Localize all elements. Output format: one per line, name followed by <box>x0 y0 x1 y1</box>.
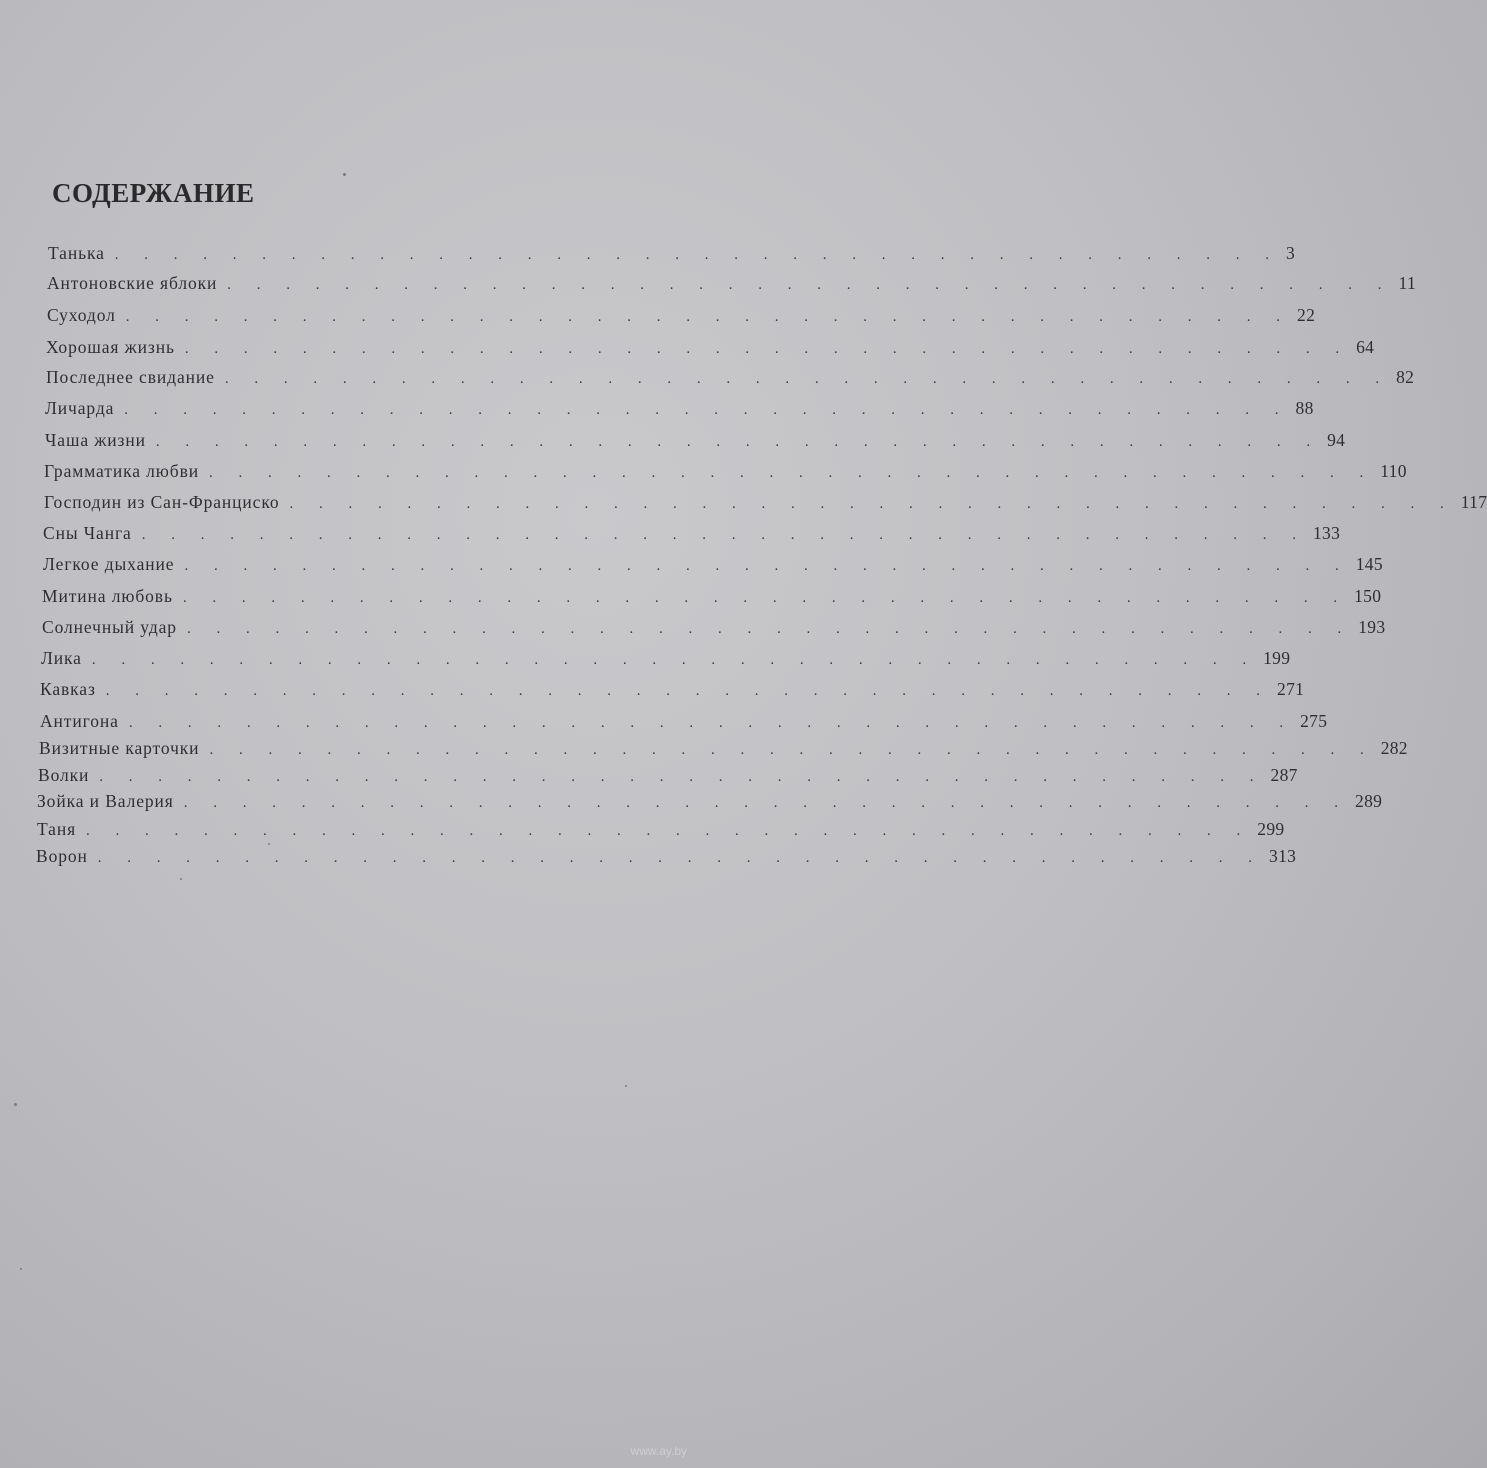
toc-leader-dots: . . . . . . . . . . . . . . . . . . . . . . . . . . . . . . . . . . . . . . . . <box>114 247 1281 263</box>
paper-speck <box>343 173 346 176</box>
toc-entry <box>46 337 1375 361</box>
toc-entry-title: Митина любовь <box>42 586 173 606</box>
toc-entry <box>41 648 1291 672</box>
toc-entry-page: 282 <box>1380 738 1408 758</box>
toc-entry <box>47 305 1316 329</box>
toc-entry-title: Господин из Сан-Франциско <box>44 492 280 512</box>
toc-entry-page: 199 <box>1263 648 1291 668</box>
toc-entry-title: Легкое дыхание <box>43 554 175 574</box>
toc-leader-dots: . . . . . . . . . . . . . . . . . . . . . . . . . . . . . . . . . . . . . . . . <box>141 527 1307 543</box>
toc-entry-page: 94 <box>1327 430 1346 450</box>
paper-speck <box>180 878 182 880</box>
toc-entry-title: Последнее свидание <box>46 367 215 387</box>
toc-entry-page: 289 <box>1355 791 1383 811</box>
toc-entry-title: Визитные карточки <box>39 738 200 758</box>
toc-entry <box>44 461 1407 485</box>
toc-entry <box>45 430 1346 454</box>
toc-entry-page: 313 <box>1269 846 1297 866</box>
toc-entry-page: 271 <box>1277 679 1305 699</box>
toc-leader-dots: . . . . . . . . . . . . . . . . . . . . . . . . . . . . . . . . . . . . . . . . <box>209 742 1375 758</box>
toc-entry-title: Волки <box>38 765 90 785</box>
toc-leader-dots: . . . . . . . . . . . . . . . . . . . . . . . . . . . . . . . . . . . . . . . . <box>209 465 1375 481</box>
page-title: СОДЕРЖАНИЕ <box>52 178 255 208</box>
paper-speck <box>14 1103 17 1106</box>
toc-entry-title: Чаша жизни <box>45 430 146 450</box>
toc-entry-page: 3 <box>1286 243 1296 263</box>
toc-entry <box>40 679 1305 703</box>
toc-entry-title: Ворон <box>36 846 88 866</box>
toc-entry-page: 299 <box>1257 819 1285 839</box>
toc-entry <box>43 523 1341 547</box>
toc-entry-title: Личарда <box>45 398 115 418</box>
toc-entry <box>39 738 1408 762</box>
toc-entry-title: Танька <box>48 243 105 263</box>
toc-leader-dots: . . . . . . . . . . . . . . . . . . . . . . . . . . . . . . . . . . . . . . . . <box>128 715 1295 731</box>
toc-entry <box>36 846 1297 870</box>
toc-entry-title: Кавказ <box>40 679 96 699</box>
toc-entry-page: 82 <box>1396 367 1415 387</box>
toc-leader-dots: . . . . . . . . . . . . . . . . . . . . . . . . . . . . . . . . . . . . . . . . <box>227 277 1393 293</box>
toc-entry <box>42 617 1386 641</box>
toc-entry-title: Антоновские яблоки <box>47 273 218 293</box>
toc-leader-dots: . . . . . . . . . . . . . . . . . . . . . . . . . . . . . . . . . . . . . . . . <box>105 683 1272 699</box>
toc-leader-dots: . . . . . . . . . . . . . . . . . . . . . . . . . . . . . . . . . . . . . . . . <box>99 769 1265 785</box>
toc-entry <box>42 586 1382 610</box>
toc-entry-page: 22 <box>1297 305 1316 325</box>
toc-entry-page: 64 <box>1356 337 1375 357</box>
toc-entry-page: 117 <box>1460 492 1487 512</box>
toc-entry-title: Суходол <box>47 305 116 325</box>
toc-leader-dots: . . . . . . . . . . . . . . . . . . . . . . . . . . . . . . . . . . . . . . . . <box>97 850 1264 866</box>
toc-entry <box>46 367 1415 391</box>
toc-leader-dots: . . . . . . . . . . . . . . . . . . . . . . . . . . . . . . . . . . . . . . . . <box>124 402 1290 418</box>
toc-entry <box>37 791 1383 815</box>
toc-entry-title: Хорошая жизнь <box>46 337 175 357</box>
toc-entry-page: 275 <box>1300 711 1328 731</box>
toc-leader-dots: . . . . . . . . . . . . . . . . . . . . . . . . . . . . . . . . . . . . . . . . <box>125 309 1292 325</box>
toc-leader-dots: . . . . . . . . . . . . . . . . . . . . . . . . . . . . . . . . . . . . . . . . <box>183 795 1350 811</box>
toc-entry-page: 145 <box>1355 554 1383 574</box>
watermark: www.ay.by <box>630 1444 687 1458</box>
toc-entry-title: Зойка и Валерия <box>37 791 174 811</box>
toc-entry-title: Солнечный удар <box>42 617 177 637</box>
toc-entry <box>48 243 1296 267</box>
toc-entry <box>45 398 1314 422</box>
toc-entry-page: 88 <box>1295 398 1314 418</box>
toc-entry-title: Антигона <box>40 711 119 731</box>
toc-leader-dots: . . . . . . . . . . . . . . . . . . . . . . . . . . . . . . . . . . . . . . . . <box>155 434 1322 450</box>
toc-leader-dots: . . . . . . . . . . . . . . . . . . . . . . . . . . . . . . . . . . . . . . . . <box>224 371 1391 387</box>
paper-speck <box>20 1268 22 1270</box>
toc-leader-dots: . . . . . . . . . . . . . . . . . . . . . . . . . . . . . . . . . . . . . . . . <box>182 590 1349 606</box>
toc-entry <box>40 711 1328 735</box>
toc-entry-title: Сны Чанга <box>43 523 132 543</box>
toc-entry-title: Грамматика любви <box>44 461 200 481</box>
toc-entry-page: 193 <box>1358 617 1386 637</box>
toc-leader-dots: . . . . . . . . . . . . . . . . . . . . . . . . . . . . . . . . . . . . . . . . <box>184 558 1350 574</box>
toc-leader-dots: . . . . . . . . . . . . . . . . . . . . . . . . . . . . . . . . . . . . . . . . <box>186 621 1353 637</box>
toc-entry <box>43 554 1383 578</box>
toc-entry-page: 110 <box>1380 461 1407 481</box>
toc-entry <box>47 273 1416 297</box>
toc-leader-dots: . . . . . . . . . . . . . . . . . . . . . . . . . . . . . . . . . . . . . . . . <box>91 652 1258 668</box>
toc-entry-page: 11 <box>1398 273 1416 293</box>
toc-entry-title: Таня <box>37 819 77 839</box>
paper-speck <box>625 1085 627 1087</box>
toc-leader-dots: . . . . . . . . . . . . . . . . . . . . . . . . . . . . . . . . . . . . . . . . <box>86 823 1252 839</box>
toc-leader-dots: . . . . . . . . . . . . . . . . . . . . . . . . . . . . . . . . . . . . . . . . <box>289 496 1455 512</box>
toc-entry <box>44 492 1487 516</box>
toc-entry-title: Лика <box>41 648 82 668</box>
toc-entry <box>38 765 1298 789</box>
toc-leader-dots: . . . . . . . . . . . . . . . . . . . . . . . . . . . . . . . . . . . . . . . . <box>184 341 1351 357</box>
toc-entry <box>37 819 1285 843</box>
paper-speck <box>268 843 270 845</box>
toc-entry-page: 287 <box>1270 765 1298 785</box>
toc-entry-page: 133 <box>1312 523 1341 543</box>
toc-entry-page: 150 <box>1354 586 1382 606</box>
